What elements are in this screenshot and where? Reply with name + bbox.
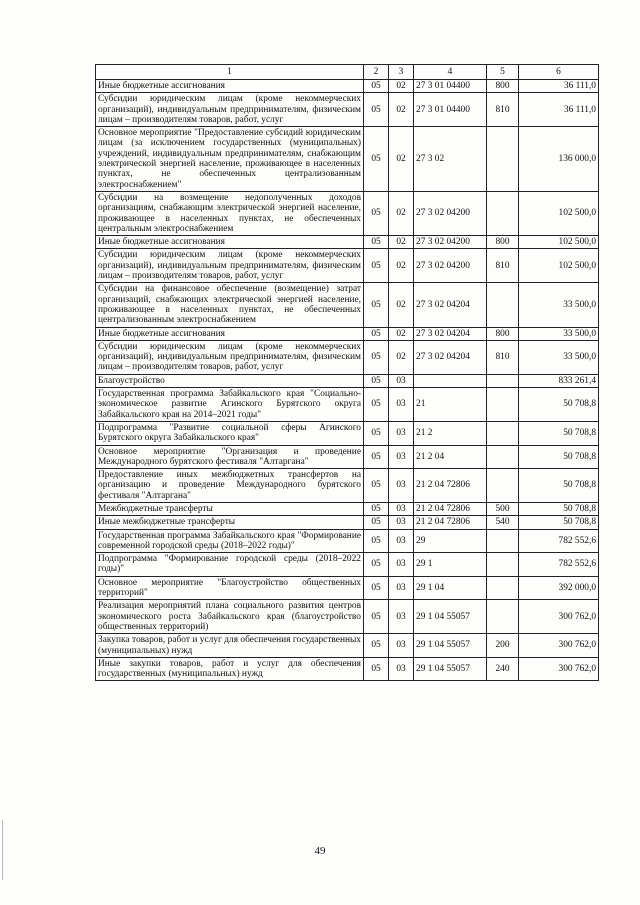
- row-name: Благоустройство: [96, 374, 364, 387]
- table-row: [96, 340, 599, 374]
- table-row: [96, 502, 599, 515]
- target-article-code: 27 3 01 04400: [414, 80, 487, 93]
- section-code: 05: [364, 445, 389, 469]
- expense-type-code: 500: [487, 502, 519, 515]
- target-article-code: 29 1 04 55057: [414, 634, 487, 658]
- row-name: Межбюджетные трансферты: [96, 502, 364, 515]
- section-code: 05: [364, 327, 389, 340]
- expense-type-code: 810: [487, 93, 519, 127]
- column-header: 6: [519, 65, 599, 80]
- expense-type-code: [487, 421, 519, 445]
- row-name: Субсидии юридическим лицам (кроме некоммерческих организаций), индивидуальным предпринимателям, физическим лицам – производителям товаров, работ, услуг: [96, 340, 364, 374]
- column-header: 4: [414, 65, 487, 80]
- target-article-code: 21 2: [414, 421, 487, 445]
- row-name: Основное мероприятие "Благоустройство общественных территорий": [96, 576, 364, 600]
- subsection-code: 03: [389, 421, 414, 445]
- target-article-code: 27 3 02 04204: [414, 283, 487, 327]
- expense-type-code: 800: [487, 327, 519, 340]
- amount: 102 500,0: [519, 236, 599, 249]
- subsection-code: 03: [389, 657, 414, 681]
- row-name: Иные бюджетные ассигнования: [96, 327, 364, 340]
- expense-type-code: [487, 600, 519, 634]
- section-code: 05: [364, 249, 389, 283]
- section-code: 05: [364, 516, 389, 529]
- amount: 33 500,0: [519, 327, 599, 340]
- target-article-code: 29 1 04: [414, 576, 487, 600]
- subsection-code: 03: [389, 374, 414, 387]
- subsection-code: 03: [389, 553, 414, 577]
- column-header: 2: [364, 65, 389, 80]
- target-article-code: 27 3 02 04200: [414, 236, 487, 249]
- subsection-code: 03: [389, 516, 414, 529]
- target-article-code: 29 1 04 55057: [414, 657, 487, 681]
- target-article-code: [414, 374, 487, 387]
- table-row: [96, 657, 599, 681]
- amount: 50 708,8: [519, 421, 599, 445]
- table-row: [96, 236, 599, 249]
- target-article-code: 29 1: [414, 553, 487, 577]
- section-code: 05: [364, 191, 389, 235]
- amount: 300 762,0: [519, 634, 599, 658]
- table-row: [96, 529, 599, 553]
- subsection-code: 03: [389, 600, 414, 634]
- amount: 782 552,6: [519, 529, 599, 553]
- amount: 33 500,0: [519, 283, 599, 327]
- subsection-code: 02: [389, 80, 414, 93]
- amount: 833 261,4: [519, 374, 599, 387]
- row-name: Субсидии на возмещение недополученных доходов организациям, снабжающим электрической энергией население, проживающее в населенных пунктах, не обеспеченных центральным электроснабжением: [96, 191, 364, 235]
- target-article-code: 21 2 04 72806: [414, 516, 487, 529]
- subsection-code: 02: [389, 191, 414, 235]
- subsection-code: 02: [389, 283, 414, 327]
- section-code: 05: [364, 93, 389, 127]
- expense-type-code: 200: [487, 634, 519, 658]
- target-article-code: 27 3 02 04204: [414, 340, 487, 374]
- table-row: [96, 93, 599, 127]
- section-code: 05: [364, 421, 389, 445]
- section-code: 05: [364, 600, 389, 634]
- table-row: [96, 127, 599, 192]
- amount: 782 552,6: [519, 553, 599, 577]
- target-article-code: 21: [414, 388, 487, 422]
- amount: 33 500,0: [519, 340, 599, 374]
- column-header: 5: [487, 65, 519, 80]
- amount: 50 708,8: [519, 445, 599, 469]
- section-code: 05: [364, 374, 389, 387]
- row-name: Иные бюджетные ассигнования: [96, 236, 364, 249]
- section-code: 05: [364, 576, 389, 600]
- column-header: 1: [96, 65, 364, 80]
- amount: 300 762,0: [519, 600, 599, 634]
- row-name: Закупка товаров, работ и услуг для обеспечения государственных (муниципальных) нужд: [96, 634, 364, 658]
- row-name: Иные бюджетные ассигнования: [96, 80, 364, 93]
- row-name: Субсидии юридическим лицам (кроме некоммерческих организаций), индивидуальным предпринимателям, физическим лицам – производителям товаров, работ, услуг: [96, 249, 364, 283]
- row-name: Подпрограмма "Формирование городской среды (2018–2022 годы)": [96, 553, 364, 577]
- expense-type-code: [487, 374, 519, 387]
- subsection-code: 02: [389, 327, 414, 340]
- table-row: [96, 283, 599, 327]
- subsection-code: 03: [389, 529, 414, 553]
- amount: 36 111,0: [519, 93, 599, 127]
- table-row: [96, 634, 599, 658]
- amount: 50 708,8: [519, 502, 599, 515]
- section-code: 05: [364, 502, 389, 515]
- target-article-code: 21 2 04 72806: [414, 502, 487, 515]
- table-row: [96, 445, 599, 469]
- section-code: 05: [364, 80, 389, 93]
- table-row: [96, 249, 599, 283]
- table-row: [96, 600, 599, 634]
- table-row: [96, 388, 599, 422]
- expense-type-code: [487, 469, 519, 503]
- amount: 136 000,0: [519, 127, 599, 192]
- expense-type-code: 810: [487, 340, 519, 374]
- subsection-code: 03: [389, 388, 414, 422]
- amount: 50 708,8: [519, 469, 599, 503]
- subsection-code: 03: [389, 502, 414, 515]
- expense-type-code: [487, 388, 519, 422]
- subsection-code: 02: [389, 340, 414, 374]
- row-name: Государственная программа Забайкальского края "Социально-экономическое развитие Агинского Бурятского округа Забайкальского края на 2014–2021 годы": [96, 388, 364, 422]
- expense-type-code: 810: [487, 249, 519, 283]
- page-number: 49: [314, 845, 326, 857]
- row-name: Государственная программа Забайкальского края "Формирование современной городской среды (2018–2022 годы)": [96, 529, 364, 553]
- section-code: 05: [364, 283, 389, 327]
- column-header: 3: [389, 65, 414, 80]
- target-article-code: 27 3 02: [414, 127, 487, 192]
- target-article-code: 27 3 02 04204: [414, 327, 487, 340]
- table-row: [96, 421, 599, 445]
- target-article-code: 21 2 04: [414, 445, 487, 469]
- table-row: [96, 327, 599, 340]
- target-article-code: 27 3 01 04400: [414, 93, 487, 127]
- section-code: 05: [364, 469, 389, 503]
- row-name: Подпрограмма "Развитие социальной сферы Агинского Бурятского округа Забайкальского края": [96, 421, 364, 445]
- subsection-code: 02: [389, 236, 414, 249]
- table-row: [96, 576, 599, 600]
- table-row: [96, 374, 599, 387]
- table-row: [96, 191, 599, 235]
- table-header-row: [96, 65, 599, 80]
- table-row: [96, 553, 599, 577]
- section-code: 05: [364, 340, 389, 374]
- table-row: [96, 469, 599, 503]
- expense-type-code: [487, 127, 519, 192]
- budget-table: [95, 64, 599, 681]
- subsection-code: 03: [389, 469, 414, 503]
- amount: 392 000,0: [519, 576, 599, 600]
- expense-type-code: 240: [487, 657, 519, 681]
- row-name: Основное мероприятие "Предоставление субсидий юридическим лицам (за исключением государственных (муниципальных) учреждений, индивидуальным предпринимателям, снабжающим электрической энергией население, проживающее в населенных пунктах, не обеспеченных централизованным электроснабжением": [96, 127, 364, 192]
- subsection-code: 02: [389, 93, 414, 127]
- expense-type-code: [487, 191, 519, 235]
- section-code: 05: [364, 127, 389, 192]
- row-name: Субсидии юридическим лицам (кроме некоммерческих организаций), индивидуальным предпринимателям, физическим лицам – производителям товаров, работ, услуг: [96, 93, 364, 127]
- section-code: 05: [364, 388, 389, 422]
- amount: 50 708,8: [519, 388, 599, 422]
- section-code: 05: [364, 529, 389, 553]
- expense-type-code: [487, 576, 519, 600]
- row-name: Предоставление иных межбюджетных трансфертов на организацию и проведение Международного бурятского фестиваля "Алтаргана": [96, 469, 364, 503]
- amount: 102 500,0: [519, 249, 599, 283]
- expense-type-code: 800: [487, 80, 519, 93]
- amount: 36 111,0: [519, 80, 599, 93]
- table-row: [96, 80, 599, 93]
- expense-type-code: [487, 445, 519, 469]
- table-body: [96, 80, 599, 681]
- subsection-code: 02: [389, 249, 414, 283]
- subsection-code: 03: [389, 445, 414, 469]
- row-name: Субсидии на финансовое обеспечение (возмещение) затрат организаций, снабжающих электрической энергией население, проживающее в населенных пунктах, не обеспеченных централизованным электроснабжением: [96, 283, 364, 327]
- subsection-code: 03: [389, 576, 414, 600]
- row-name: Основное мероприятие "Организация и проведение Международного бурятского фестиваля "Алтаргана": [96, 445, 364, 469]
- expense-type-code: 540: [487, 516, 519, 529]
- target-article-code: 21 2 04 72806: [414, 469, 487, 503]
- expense-type-code: [487, 283, 519, 327]
- amount: 300 762,0: [519, 657, 599, 681]
- subsection-code: 03: [389, 634, 414, 658]
- target-article-code: 27 3 02 04200: [414, 191, 487, 235]
- expense-type-code: 800: [487, 236, 519, 249]
- amount: 50 708,8: [519, 516, 599, 529]
- target-article-code: 27 3 02 04200: [414, 249, 487, 283]
- binding-mark: [2, 820, 3, 880]
- section-code: 05: [364, 236, 389, 249]
- section-code: 05: [364, 553, 389, 577]
- section-code: 05: [364, 657, 389, 681]
- row-name: Иные межбюджетные трансферты: [96, 516, 364, 529]
- expense-type-code: [487, 553, 519, 577]
- target-article-code: 29: [414, 529, 487, 553]
- section-code: 05: [364, 634, 389, 658]
- target-article-code: 29 1 04 55057: [414, 600, 487, 634]
- expense-type-code: [487, 529, 519, 553]
- amount: 102 500,0: [519, 191, 599, 235]
- row-name: Реализация мероприятий плана социального развития центров экономического роста Забайкальского края (благоустройство общественных территорий): [96, 600, 364, 634]
- row-name: Иные закупки товаров, работ и услуг для обеспечения государственных (муниципальных) нужд: [96, 657, 364, 681]
- table-row: [96, 516, 599, 529]
- subsection-code: 02: [389, 127, 414, 192]
